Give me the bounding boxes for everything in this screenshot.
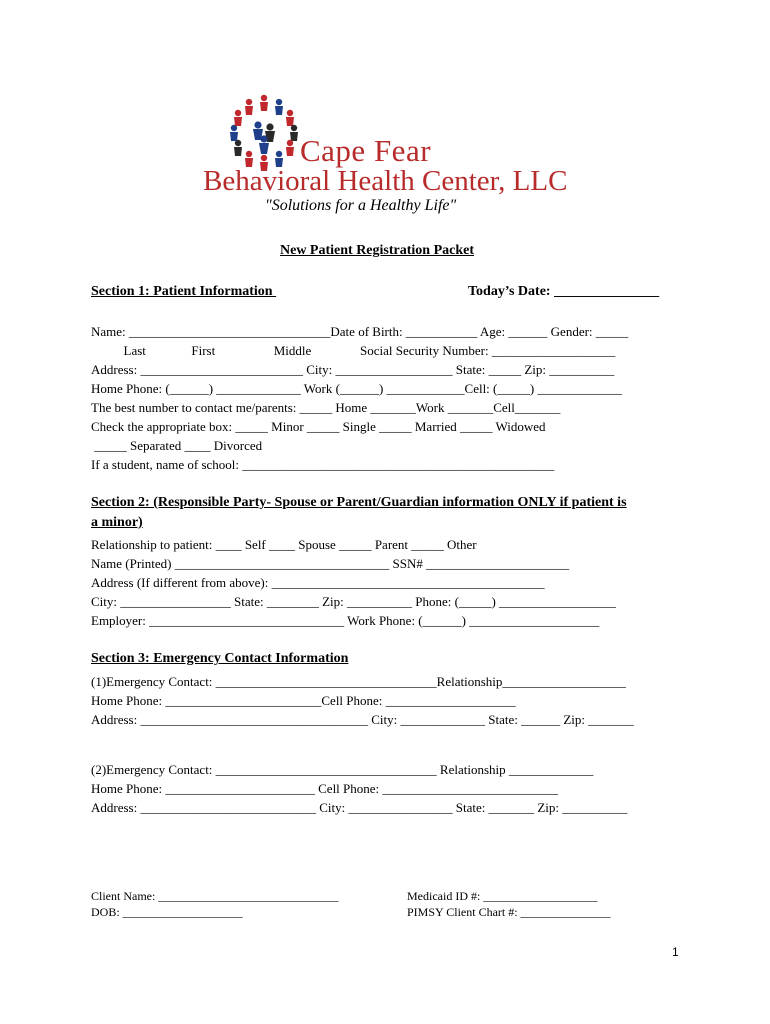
dob-field: DOB: ____________________ [91, 905, 243, 919]
logo-tagline: "Solutions for a Healthy Life" [265, 197, 457, 214]
page-number: 1 [672, 945, 679, 959]
emblem-person-figure [234, 110, 242, 126]
emblem-person-figure [230, 125, 238, 141]
s2-line-city: City: _________________ State: ________ Zip: __________ Phone: (_____) __________________ [91, 594, 617, 609]
s1-line-status2: _____ Separated ____ Divorced [91, 438, 263, 453]
emblem-person-figure [245, 99, 253, 115]
s3-contact1-line: (1)Emergency Contact: __________________________________Relationship___________________ [91, 674, 626, 689]
section1-heading: Section 1: Patient Information [91, 284, 277, 299]
client-name-field: Client Name: ______________________________ [91, 889, 339, 903]
s1-line-status: Check the appropriate box: _____ Minor _____ Single _____ Married _____ Widowed [91, 419, 546, 434]
logo-name-line2: Behavioral Health Center, LLC [203, 165, 568, 197]
logo-name-line1: Cape Fear [300, 133, 432, 168]
s2-line-relationship: Relationship to patient: ____ Self ____ Spouse _____ Parent _____ Other [91, 537, 477, 552]
s3-contact2-address: Address: ___________________________ City: ________________ State: _______ Zip: __________ [91, 800, 628, 815]
section2-heading-line1: Section 2: (Responsible Party- Spouse or Parent/Guardian information ONLY if patient is [91, 495, 627, 510]
s2-line-address: Address (If different from above): __________________________________________ [91, 575, 545, 590]
emblem-person-figure [290, 125, 298, 141]
section2-heading-line2: a minor) [91, 515, 143, 530]
emblem-person-figure [275, 99, 283, 115]
pimsy-chart-field: PIMSY Client Chart #: _______________ [407, 905, 611, 919]
s1-line-name-labels: Last First Middle Social Security Number: ___________________ [91, 343, 616, 358]
s1-line-phones: Home Phone: (______) _____________ Work (______) ____________Cell: (_____) _____________ [91, 381, 622, 396]
emblem-person-figure [234, 140, 242, 156]
s1-line-address: Address: _________________________ City: __________________ State: _____ Zip: __________ [91, 362, 615, 377]
emblem-person-figure [260, 95, 268, 111]
s3-contact1-phones: Home Phone: ________________________Cell Phone: ____________________ [91, 693, 516, 708]
s1-line-school: If a student, name of school: ________________________________________________ [91, 457, 555, 472]
s1-line-best-number: The best number to contact me/parents: _____ Home _______Work _______Cell_______ [91, 400, 561, 415]
medicaid-id-field: Medicaid ID #: ___________________ [407, 889, 598, 903]
todays-date: Today’s Date: _______________ [468, 284, 660, 299]
emblem-person-figure [286, 140, 294, 156]
emblem-center-figure [259, 135, 269, 154]
s3-contact1-address: Address: ___________________________________ City: _____________ State: ______ Zip: _______ [91, 712, 634, 727]
s3-contact2-phones: Home Phone: _______________________ Cell Phone: ___________________________ [91, 781, 558, 796]
emblem-person-figure [286, 110, 294, 126]
page-title: New Patient Registration Packet [280, 243, 475, 258]
circle-of-people-emblem-icon [218, 93, 310, 173]
s2-line-name: Name (Printed) _________________________________ SSN# ______________________ [91, 556, 570, 571]
section3-heading: Section 3: Emergency Contact Information [91, 651, 349, 666]
s2-line-employer: Employer: ______________________________ Work Phone: (______) ____________________ [91, 613, 600, 628]
s1-line-name: Name: _______________________________Date of Birth: ___________ Age: ______ Gender: _____ [91, 324, 629, 339]
s3-contact2-line: (2)Emergency Contact: __________________________________ Relationship _____________ [91, 762, 594, 777]
